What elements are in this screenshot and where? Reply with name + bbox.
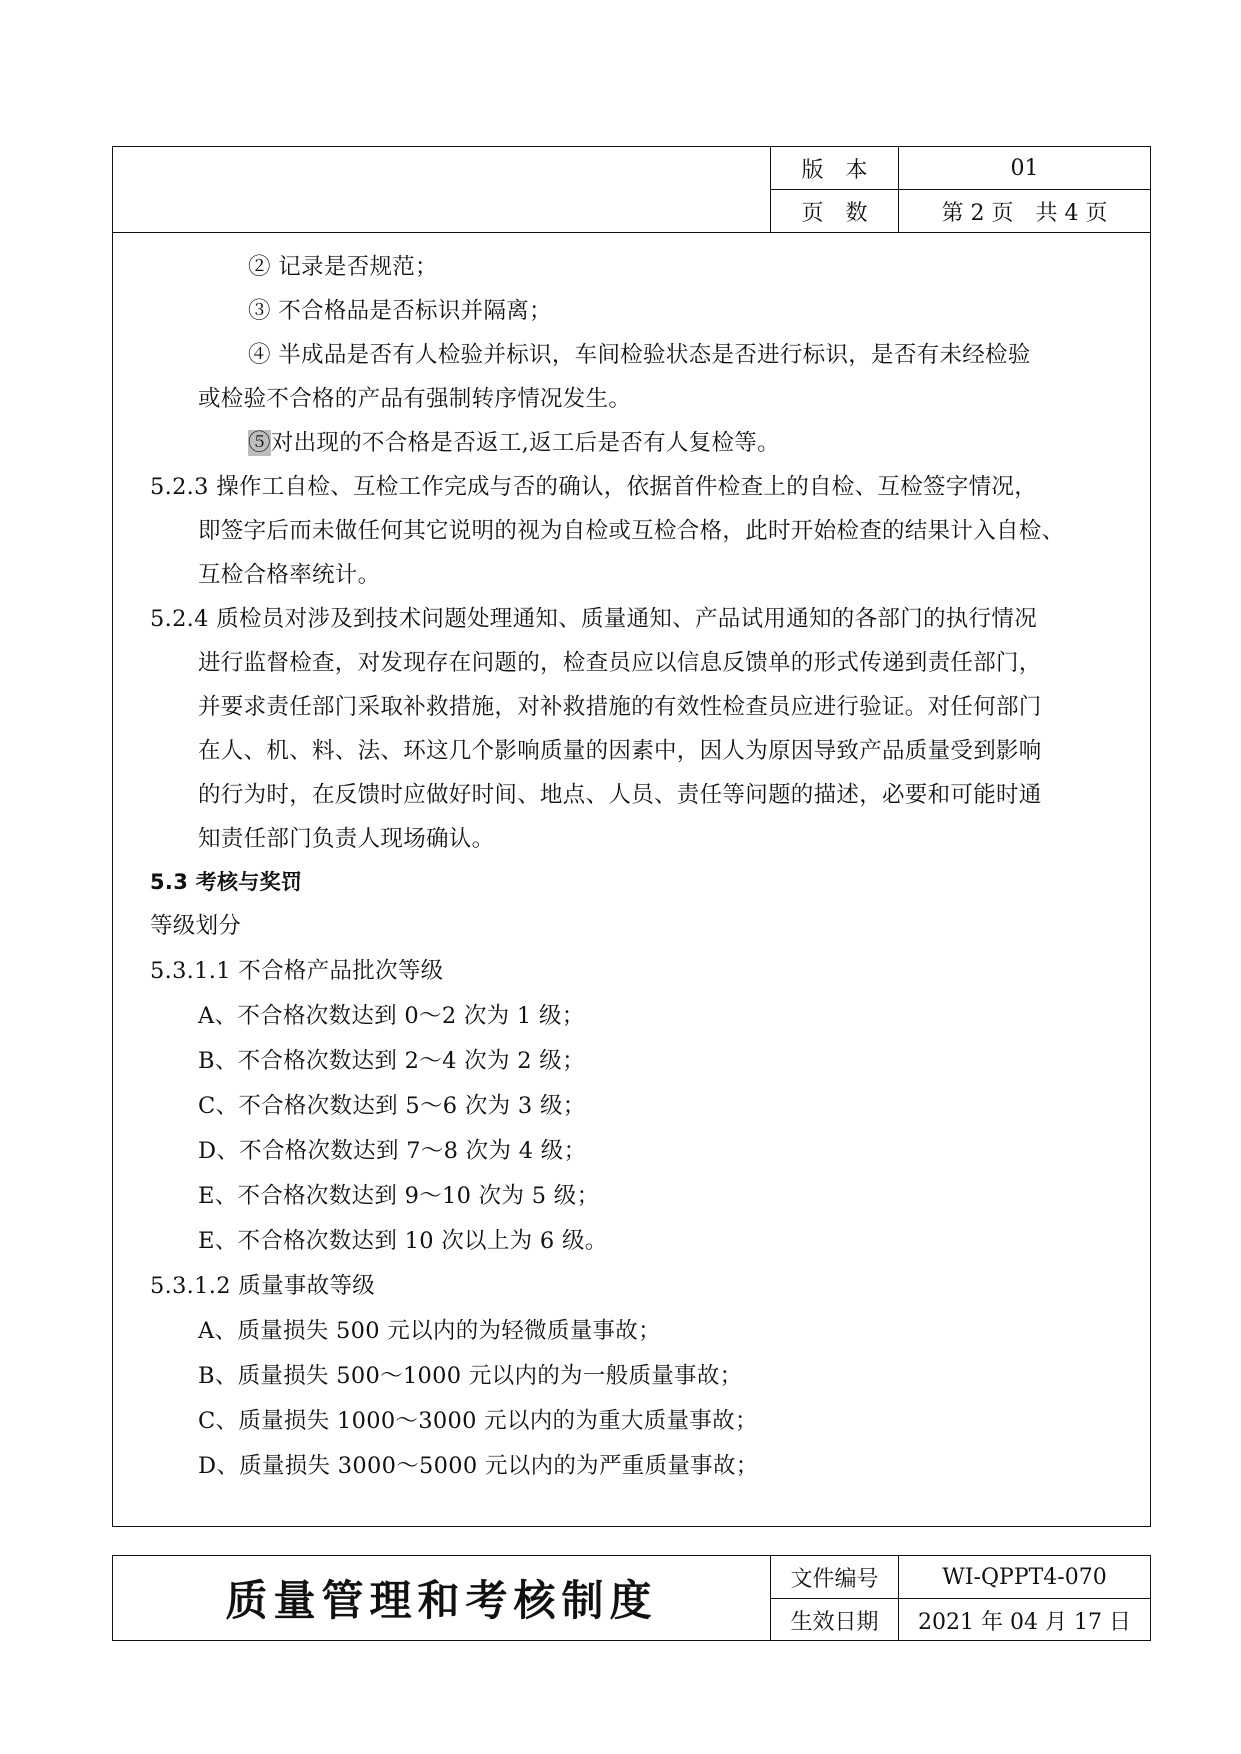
para-524-line3: 并要求责任部门采取补救措施，对补救措施的有效性检查员应进行验证。对任何部门 (198, 694, 1042, 720)
header-divider (112, 232, 1151, 233)
page-value: 第 2 页 共 4 页 (941, 200, 1108, 226)
version-value: 01 (1010, 155, 1039, 181)
subsection-5312: 5.3.1.2 质量事故等级 (150, 1273, 376, 1299)
para-523-line2: 即签字后而未做任何其它说明的视为自检或互检合格，此时开始检查的结果计入自检、 (198, 518, 1065, 544)
para-524-line2: 进行监督检查，对发现存在问题的，检查员应以信息反馈单的形式传递到责任部门， (198, 650, 1042, 676)
para-524-line5: 的行为时，在反馈时应做好时间、地点、人员、责任等问题的描述，必要和可能时通 (198, 782, 1042, 808)
para-524-line1: 5.2.4 质检员对涉及到技术问题处理通知、质量通知、产品试用通知的各部门的执行情况 (150, 606, 1038, 632)
para-524-line4: 在人、机、料、法、环这几个影响质量的因素中，因人为原因导致产品质量受到影响 (198, 738, 1042, 764)
list-item: C、不合格次数达到 5～6 次为 3 级； (198, 1093, 586, 1119)
list-item: A、质量损失 500 元以内的为轻微质量事故； (198, 1318, 661, 1344)
check-item-2: ② 记录是否规范； (248, 254, 438, 280)
check-item-3: ③ 不合格品是否标识并隔离； (248, 298, 552, 324)
para-524-line6: 知责任部门负责人现场确认。 (198, 826, 495, 852)
check-item-4-line2: 或检验不合格的产品有强制转序情况发生。 (198, 386, 632, 412)
grade-heading: 等级划分 (150, 913, 242, 939)
file-no-value: WI-QPPT4-070 (942, 1564, 1107, 1590)
list-item: D、不合格次数达到 7～8 次为 4 级； (198, 1138, 587, 1164)
page-label: 页 数 (801, 200, 868, 226)
effective-date-label: 生效日期 (790, 1609, 879, 1635)
list-item: C、质量损失 1000～3000 元以内的为重大质量事故； (198, 1408, 758, 1434)
check-item-5 (248, 427, 780, 459)
para-523-line3: 互检合格率统计。 (198, 562, 381, 588)
effective-date-value: 2021 年 04 月 17 日 (918, 1609, 1131, 1635)
check-item-4-line1: ④ 半成品是否有人检验并标识，车间检验状态是否进行标识，是否有未经检验 (248, 342, 1031, 368)
list-item: E、不合格次数达到 9～10 次为 5 级； (198, 1183, 600, 1209)
list-item: D、质量损失 3000～5000 元以内的为严重质量事故； (198, 1453, 759, 1479)
subsection-5311: 5.3.1.1 不合格产品批次等级 (150, 958, 444, 984)
list-item: B、不合格次数达到 2～4 次为 2 级； (198, 1048, 585, 1074)
document-title: 质量管理和考核制度 (225, 1576, 658, 1625)
section-heading-53: 5.3 考核与奖罚 (150, 870, 303, 894)
list-item: B、质量损失 500～1000 元以内的为一般质量事故； (198, 1363, 743, 1389)
list-item: A、不合格次数达到 0～2 次为 1 级； (198, 1003, 585, 1029)
highlighted-marker: ⑤ (248, 430, 271, 456)
check-item-5-text: 对出现的不合格是否返工,返工后是否有人复检等。 (270, 430, 780, 456)
version-label: 版 本 (801, 157, 868, 183)
file-no-label: 文件编号 (790, 1566, 879, 1592)
list-item: E、不合格次数达到 10 次以上为 6 级。 (198, 1228, 608, 1254)
para-523-line1: 5.2.3 操作工自检、互检工作完成与否的确认，依据首件检查上的自检、互检签字情况， (150, 474, 1038, 500)
